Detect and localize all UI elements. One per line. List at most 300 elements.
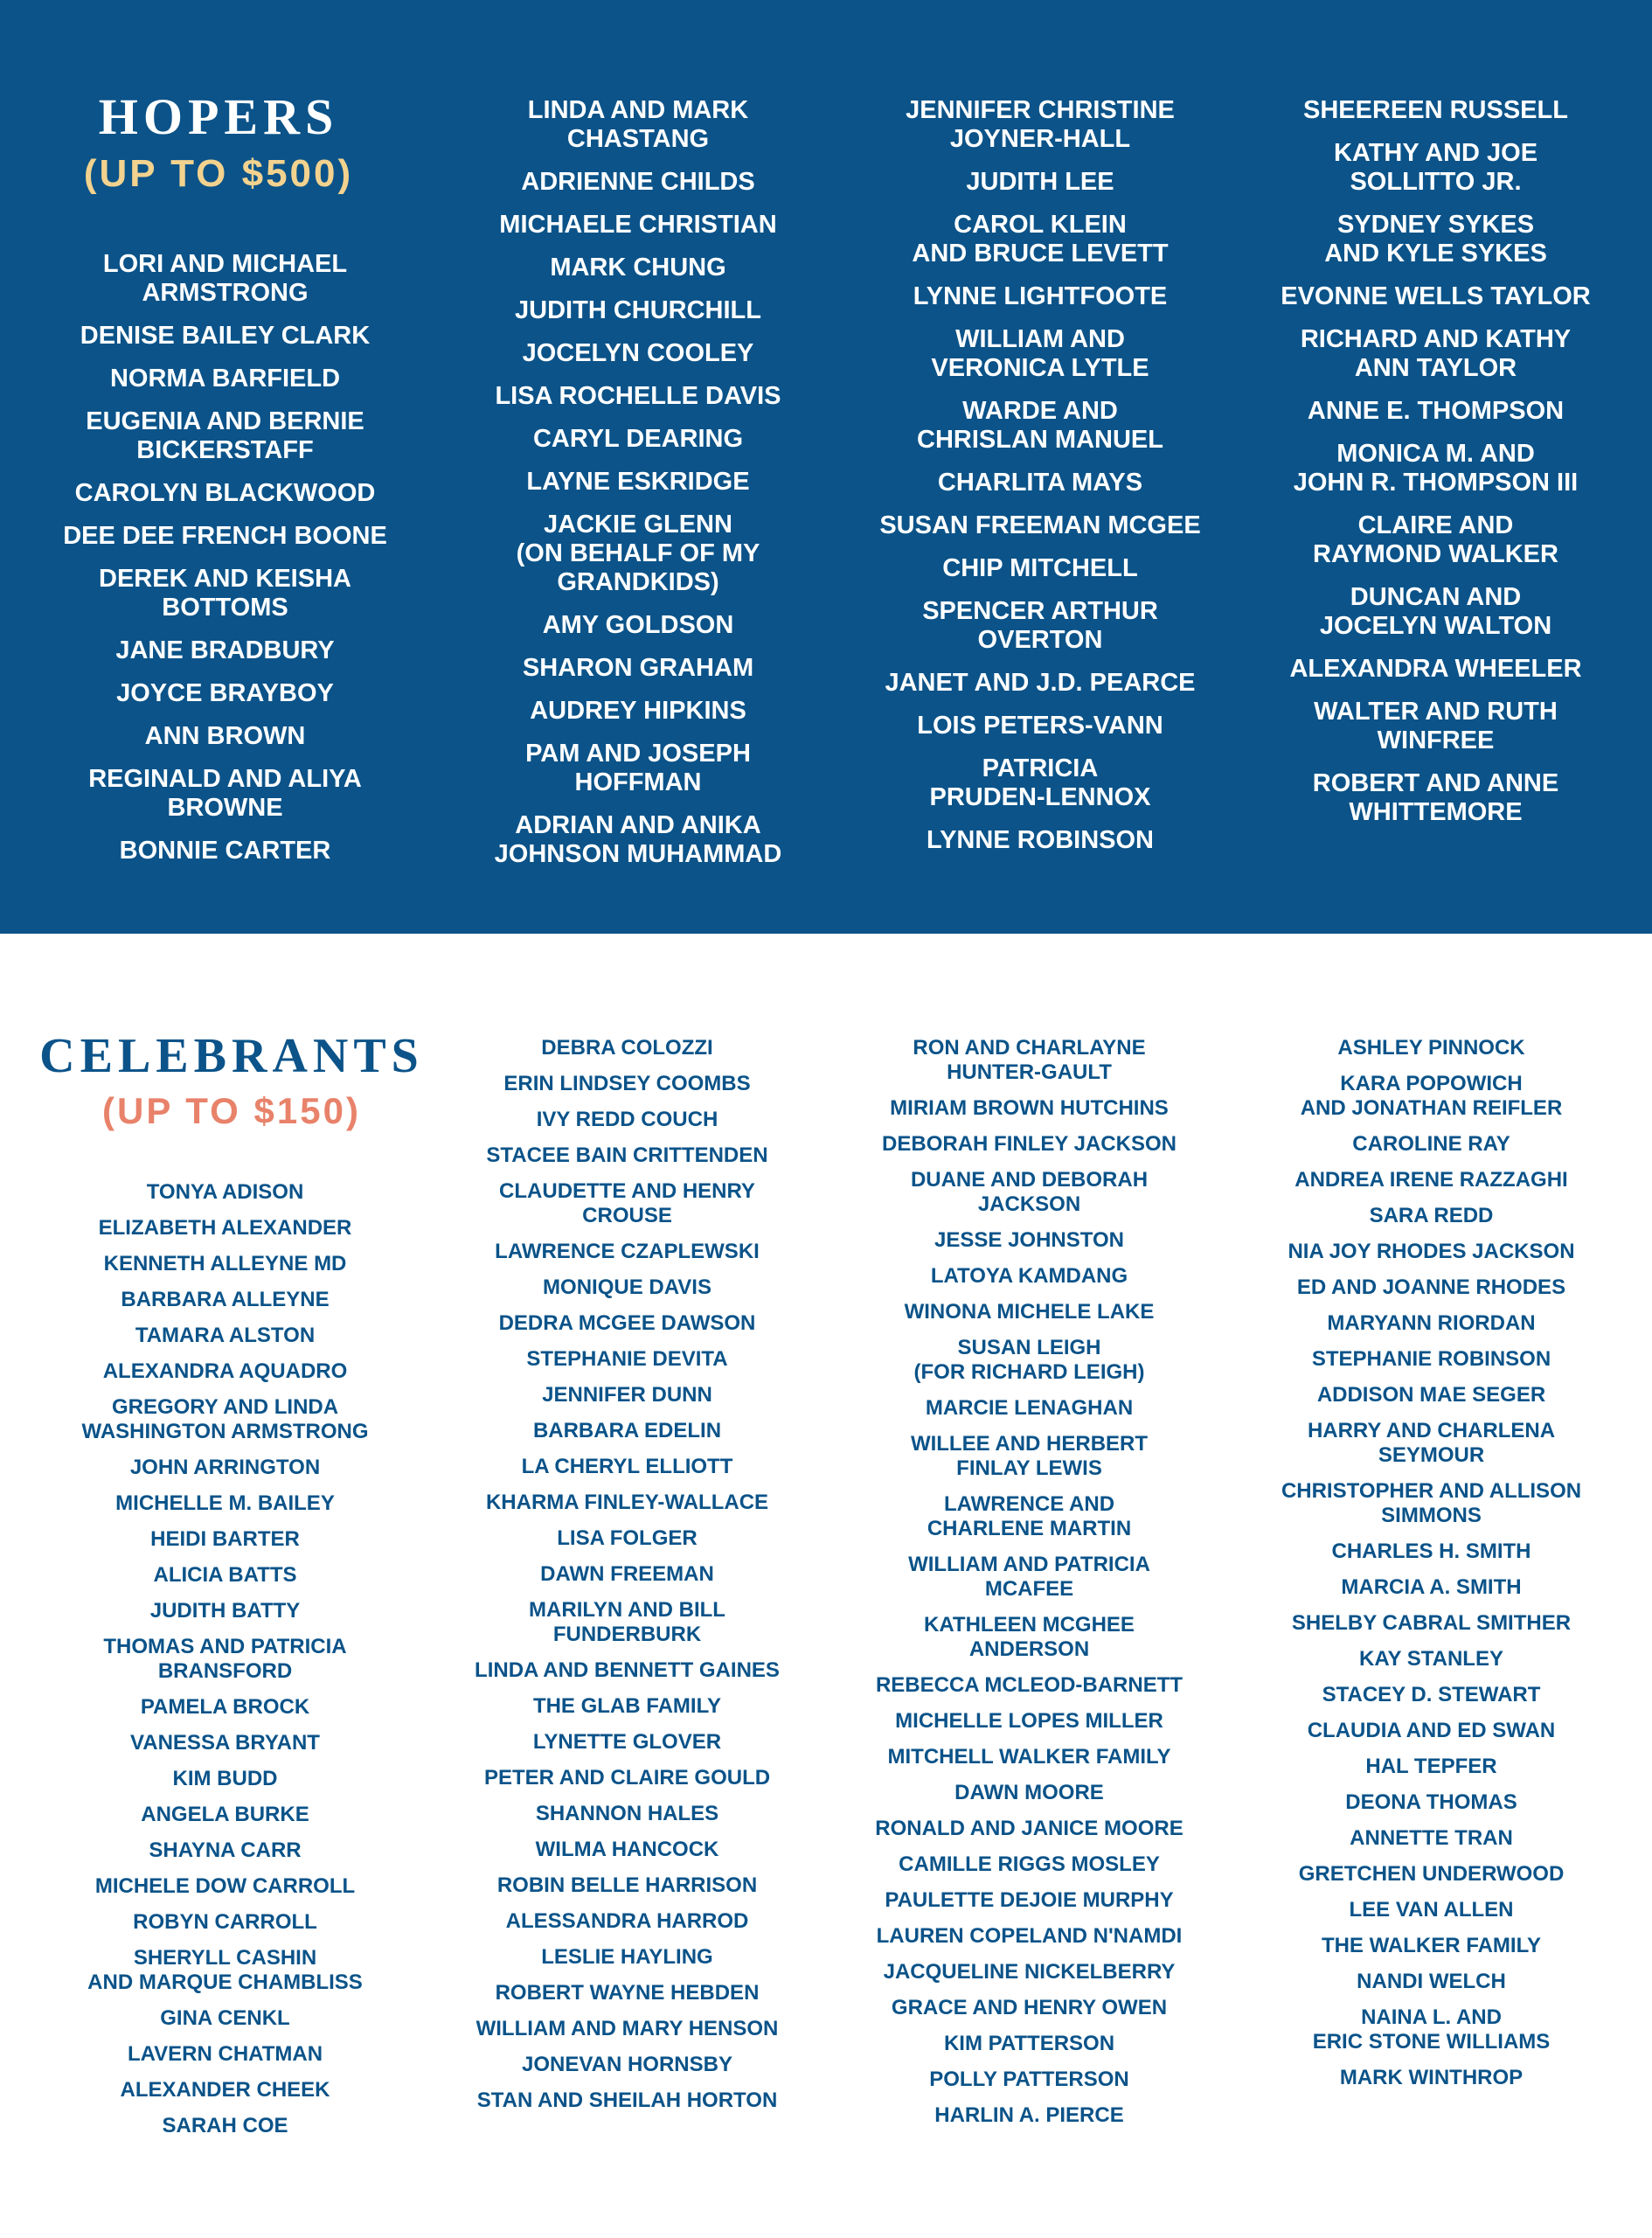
donor-entry xyxy=(459,1347,795,1372)
donor-name-line: SYDNEY SYKES xyxy=(1336,211,1535,239)
donor-entry xyxy=(35,565,415,622)
donor-entry xyxy=(459,1383,795,1407)
donor-entry xyxy=(455,740,822,797)
donor-entry xyxy=(35,522,415,551)
donor-name-line: WASHINGTON ARMSTRONG xyxy=(81,1420,369,1443)
donor-name-line: CHARLITA MAYS xyxy=(937,469,1143,497)
donor-entry xyxy=(459,1694,795,1719)
donor-name-line: STEPHANIE ROBINSON xyxy=(1311,1347,1551,1371)
donor-entry xyxy=(1259,769,1613,827)
donor-name-line: LYNNE ROBINSON xyxy=(927,826,1154,854)
donor-name-line: TONYA ADISON xyxy=(146,1180,304,1204)
donor-entry xyxy=(861,469,1219,497)
hopers-heading-block xyxy=(52,88,385,195)
donor-name-line: DEDRA MCGEE DAWSON xyxy=(498,1311,756,1335)
donor-name-line: JUDITH BATTY xyxy=(149,1599,301,1623)
donor-name-line: ALEXANDER CHEEK xyxy=(120,2078,330,2102)
donor-name-line: SPENCER ARTHUR xyxy=(922,597,1158,625)
donor-entry xyxy=(1254,1898,1608,1922)
donor-entry xyxy=(455,611,822,640)
donor-entry xyxy=(52,1180,398,1205)
donor-entry xyxy=(52,2006,398,2031)
donor-name-line: CAROLYN BLACKWOOD xyxy=(74,479,376,507)
donor-entry xyxy=(52,1695,398,1720)
donor-entry xyxy=(852,1168,1206,1217)
donor-name-line: ANN BROWN xyxy=(144,722,306,750)
donor-name-line: ANNE E. THOMPSON xyxy=(1307,397,1565,425)
donor-entry xyxy=(861,712,1219,740)
donor-entry xyxy=(852,1613,1206,1662)
donor-name-line: AND BRUCE LEVETT xyxy=(912,240,1169,268)
donor-entry xyxy=(459,1491,795,1515)
donor-name-line: CLAIRE AND xyxy=(1357,511,1514,539)
donor-entry xyxy=(852,1888,1206,1913)
donor-name-line: BROWNE xyxy=(167,794,283,822)
donor-entry xyxy=(1254,1383,1608,1407)
donor-name-line: SHAYNA CARR xyxy=(149,1838,302,1862)
donor-name-line: TAMARA ALSTON xyxy=(135,1324,316,1347)
donor-name-line: KENNETH ALLEYNE MD xyxy=(103,1252,347,1275)
donor-entry xyxy=(459,1311,795,1336)
donor-entry xyxy=(861,754,1219,812)
donor-name-line: CAROL KLEIN xyxy=(954,211,1127,239)
donor-name-line: SIMMONS xyxy=(1381,1504,1482,1527)
donor-entry xyxy=(459,1730,795,1755)
donor-entry xyxy=(459,1108,795,1132)
donor-entry xyxy=(1259,282,1613,311)
celebrants-column-2 xyxy=(459,1036,795,2124)
donor-entry xyxy=(52,1288,398,1312)
donor-entry xyxy=(852,1673,1206,1698)
donor-name-line: HARLIN A. PIERCE xyxy=(934,2103,1124,2127)
donor-name-line: DENISE BAILEY CLARK xyxy=(80,322,371,350)
donor-entry xyxy=(459,1598,795,1647)
donor-name-line: KIM PATTERSON xyxy=(943,2032,1115,2055)
donor-name-line: BOTTOMS xyxy=(162,594,288,622)
donor-name-line: MARCIA A. SMITH xyxy=(1341,1575,1522,1599)
donor-entry xyxy=(1254,1275,1608,1300)
donor-entry xyxy=(852,2032,1206,2056)
donor-name-line: LOIS PETERS-VANN xyxy=(917,712,1163,740)
donor-entry xyxy=(852,1996,1206,2020)
celebrants-column-1 xyxy=(52,1180,398,2150)
donor-name-line: ROBERT AND ANNE xyxy=(1312,769,1559,797)
donor-entry xyxy=(35,837,415,865)
donor-name-line: DEREK AND KEISHA xyxy=(99,565,351,593)
donor-name-line: CROUSE xyxy=(582,1204,672,1227)
donor-name-line: THE WALKER FAMILY xyxy=(1321,1934,1542,1957)
donor-entry xyxy=(1259,511,1613,569)
donor-name-line: ADRIENNE CHILDS xyxy=(521,168,755,196)
donor-name-line: NAINA L. AND xyxy=(1361,2005,1502,2029)
donor-entry xyxy=(35,365,415,393)
donor-name-line: HOFFMAN xyxy=(574,768,702,796)
donor-name-line: (ON BEHALF OF MY xyxy=(516,539,760,567)
donor-entry xyxy=(852,1852,1206,1877)
donor-name-line: ALICIA BATTS xyxy=(153,1563,297,1587)
donor-name-line: CHRISLAN MANUEL xyxy=(917,426,1163,454)
donor-name-line: KIM BUDD xyxy=(172,1767,278,1790)
donor-name-line: BARBARA EDELIN xyxy=(532,1419,722,1442)
donor-name-line: ADRIAN AND ANIKA xyxy=(515,811,761,839)
donor-name-line: LAWRENCE CZAPLEWSKI xyxy=(495,1240,760,1263)
donor-name-line: DEBRA COLOZZI xyxy=(541,1036,713,1060)
donor-entry xyxy=(852,1709,1206,1734)
donor-name-line: BARBARA ALLEYNE xyxy=(121,1288,330,1311)
donor-name-line: SHELBY CABRAL SMITHER xyxy=(1291,1611,1572,1635)
celebrants-column-3 xyxy=(852,1036,1206,2139)
donor-name-line: JUDITH LEE xyxy=(966,168,1114,196)
donor-name-line: CAROLINE RAY xyxy=(1352,1132,1510,1156)
donor-entry xyxy=(52,1599,398,1623)
donor-entry xyxy=(852,1132,1206,1157)
donor-entry xyxy=(52,1252,398,1276)
donor-name-line: ADDISON MAE SEGER xyxy=(1316,1383,1546,1407)
donor-name-line: JOHN ARRINGTON xyxy=(129,1456,321,1479)
donor-name-line: ELIZABETH ALEXANDER xyxy=(98,1216,352,1240)
celebrants-column-4 xyxy=(1254,1036,1608,2102)
donor-name-line: JOHNSON MUHAMMAD xyxy=(494,840,782,868)
donor-entry xyxy=(852,1336,1206,1385)
donor-entry xyxy=(52,1359,398,1384)
donor-name-line: BRANSFORD xyxy=(157,1659,293,1683)
donor-entry xyxy=(459,1873,795,1898)
donor-entry xyxy=(852,1492,1206,1541)
donor-name-line: SHERYLL CASHIN xyxy=(133,1946,317,1970)
donor-name-line: EVONNE WELLS TAYLOR xyxy=(1281,282,1591,310)
donor-name-line: CLAUDETTE AND HENRY xyxy=(499,1179,755,1203)
donor-entry xyxy=(455,211,822,240)
donor-name-line: FUNDERBURK xyxy=(552,1623,702,1646)
donor-name-line: AND JONATHAN REIFLER xyxy=(1300,1096,1563,1120)
donor-entry xyxy=(861,96,1219,154)
donor-entry xyxy=(52,2114,398,2138)
donor-name-line: POLLY PATTERSON xyxy=(929,2068,1129,2091)
donor-entry xyxy=(455,468,822,497)
donor-name-line: STACEY D. STEWART xyxy=(1322,1683,1541,1706)
donor-entry xyxy=(852,1300,1206,1324)
donor-name-line: LAVERN CHATMAN xyxy=(127,2042,323,2066)
donor-entry xyxy=(861,282,1219,311)
donor-name-line: MARK WINTHROP xyxy=(1339,2066,1524,2089)
donor-name-line: REGINALD AND ALIYA xyxy=(88,765,362,793)
donor-entry xyxy=(52,1395,398,1444)
donor-entry xyxy=(1259,655,1613,684)
donor-name-line: THOMAS AND PATRICIA xyxy=(103,1635,347,1658)
donor-entry xyxy=(1254,2066,1608,2090)
donor-entry xyxy=(1254,1168,1608,1192)
donor-entry xyxy=(459,1766,795,1790)
celebrants-panel xyxy=(0,934,1652,2238)
donor-entry xyxy=(1254,1755,1608,1779)
donor-name-line: JANET AND J.D. PEARCE xyxy=(885,669,1196,697)
donor-entry xyxy=(35,407,415,465)
donor-entry xyxy=(52,1216,398,1241)
donor-name-line: DEBORAH FINLEY JACKSON xyxy=(882,1132,1177,1156)
donor-entry xyxy=(852,2103,1206,2128)
donor-entry xyxy=(1254,1611,1608,1636)
donor-entry xyxy=(852,1553,1206,1602)
hopers-heading: HOPERS xyxy=(98,88,339,145)
donor-entry xyxy=(1254,1204,1608,1228)
donor-entry xyxy=(852,1396,1206,1421)
donor-name-line: SHEEREEN RUSSELL xyxy=(1303,96,1568,124)
donor-entry xyxy=(459,1838,795,1862)
donor-name-line: ROBIN BELLE HARRISON xyxy=(496,1873,758,1897)
donor-entry xyxy=(1254,1575,1608,1600)
donor-name-line: WILLEE AND HERBERT xyxy=(910,1432,1149,1456)
donor-name-line: CHIP MITCHELL xyxy=(942,554,1138,582)
hopers-column-3 xyxy=(861,96,1219,869)
donor-name-line: AND KYLE SYKES xyxy=(1324,240,1547,268)
donor-name-line: RAYMOND WALKER xyxy=(1313,540,1558,568)
donor-name-line: STAN AND SHEILAH HORTON xyxy=(476,2089,778,2112)
donor-name-line: ALESSANDRA HARROD xyxy=(505,1909,749,1933)
donor-name-line: REBECCA MCLEOD-BARNETT xyxy=(875,1673,1183,1697)
donor-entry xyxy=(52,2042,398,2067)
donor-name-line: LAYNE ESKRIDGE xyxy=(526,468,750,496)
donor-entry xyxy=(459,1419,795,1443)
donor-name-line: WINFREE xyxy=(1377,726,1495,754)
donor-name-line: AUDREY HIPKINS xyxy=(530,697,746,725)
donor-entry xyxy=(1254,1036,1608,1060)
donor-name-line: SUSAN LEIGH xyxy=(957,1336,1101,1359)
donor-name-line: SARA REDD xyxy=(1369,1204,1494,1227)
donor-name-line: MARK CHUNG xyxy=(550,254,726,281)
donor-entry xyxy=(455,168,822,197)
donor-name-line: KATHY AND JOE xyxy=(1333,139,1538,167)
donor-name-line: STACEE BAIN CRITTENDEN xyxy=(486,1143,768,1167)
donor-name-line: MICHAELE CHRISTIAN xyxy=(499,211,777,239)
donor-name-line: JOCELYN COOLEY xyxy=(522,339,754,367)
hopers-panel xyxy=(0,0,1652,934)
donor-name-line: ANGELA BURKE xyxy=(141,1803,309,1826)
donor-entry xyxy=(1254,1479,1608,1528)
donor-entry xyxy=(852,1036,1206,1085)
donor-name-line: ALEXANDRA WHEELER xyxy=(1289,655,1582,683)
hopers-column-4 xyxy=(1259,96,1613,841)
donor-entry xyxy=(459,1179,795,1228)
donor-entry xyxy=(852,1432,1206,1481)
donor-entry xyxy=(1254,1683,1608,1707)
donor-entry xyxy=(1254,1419,1608,1468)
donor-name-line: (FOR RICHARD LEIGH) xyxy=(913,1360,1145,1384)
celebrants-heading-block xyxy=(39,1029,424,1131)
donor-entry xyxy=(455,425,822,454)
donor-name-line: THE GLAB FAMILY xyxy=(532,1694,722,1718)
donor-entry xyxy=(459,1802,795,1826)
donor-entry xyxy=(459,2017,795,2041)
donor-entry xyxy=(459,1945,795,1970)
donor-entry xyxy=(861,826,1219,855)
donor-name-line: DEE DEE FRENCH BOONE xyxy=(63,522,387,550)
donor-entry xyxy=(52,1563,398,1588)
donor-name-line: JACKIE GLENN xyxy=(544,511,732,539)
donor-name-line: WILLIAM AND MARY HENSON xyxy=(475,2017,779,2040)
donor-name-line: LAUREN COPELAND N'NAMDI xyxy=(876,1924,1183,1948)
donor-entry xyxy=(455,254,822,282)
donor-name-line: CHARLES H. SMITH xyxy=(1331,1539,1531,1563)
donor-name-line: MICHELLE LOPES MILLER xyxy=(895,1709,1163,1733)
donor-entry xyxy=(852,1745,1206,1769)
donor-name-line: WILLIAM AND PATRICIA xyxy=(908,1553,1150,1576)
donor-entry xyxy=(455,339,822,368)
donor-name-line: MARILYN AND BILL xyxy=(529,1598,725,1622)
donor-entry xyxy=(852,1228,1206,1253)
donor-entry xyxy=(1259,96,1613,125)
donor-name-line: AND MARQUE CHAMBLISS xyxy=(87,1970,363,1994)
donor-name-line: ARMSTRONG xyxy=(142,279,309,307)
hopers-column-2 xyxy=(455,96,822,883)
donor-name-line: MITCHELL WALKER FAMILY xyxy=(887,1745,1171,1769)
donor-name-line: JESSE JOHNSTON xyxy=(934,1228,1124,1252)
donor-name-line: EUGENIA AND BERNIE xyxy=(86,407,364,435)
donor-name-line: VANESSA BRYANT xyxy=(130,1731,320,1755)
donor-entry xyxy=(1259,698,1613,755)
donor-entry xyxy=(459,1562,795,1587)
donor-name-line: LATOYA KAMDANG xyxy=(930,1264,1128,1288)
donor-name-line: KARA POPOWICH xyxy=(1340,1072,1523,1095)
donor-name-line: HEIDI BARTER xyxy=(150,1527,300,1551)
donor-name-line: IVY REDD COUCH xyxy=(536,1108,718,1131)
donor-name-line: LAWRENCE AND xyxy=(943,1492,1115,1516)
donor-entry xyxy=(1254,1862,1608,1887)
donor-name-line: JANE BRADBURY xyxy=(115,636,335,664)
donor-name-line: CAMILLE RIGGS MOSLEY xyxy=(899,1852,1160,1876)
celebrants-heading: CELEBRANTS xyxy=(39,1029,424,1083)
donor-entry xyxy=(861,597,1219,655)
donor-name-line: AMY GOLDSON xyxy=(542,611,734,639)
donor-name-line: MCAFEE xyxy=(984,1577,1074,1601)
donor-entry xyxy=(459,1909,795,1934)
donor-entry xyxy=(52,2078,398,2102)
donor-entry xyxy=(1254,1311,1608,1336)
donor-name-line: LYNNE LIGHTFOOTE xyxy=(913,282,1168,310)
donor-name-line: ANN TAYLOR xyxy=(1354,354,1517,382)
donor-entry xyxy=(852,1960,1206,1984)
donor-name-line: MARYANN RIORDAN xyxy=(1327,1311,1536,1335)
donor-name-line: GREGORY AND LINDA xyxy=(111,1395,339,1419)
donor-name-line: JOYCE BRAYBOY xyxy=(116,679,334,707)
donor-entry xyxy=(52,1324,398,1348)
donor-name-line: ALEXANDRA AQUADRO xyxy=(102,1359,348,1383)
donor-entry xyxy=(1254,1934,1608,1958)
donor-name-line: BICKERSTAFF xyxy=(136,436,314,464)
donor-entry xyxy=(1254,2005,1608,2054)
donor-entry xyxy=(861,325,1219,383)
donor-entry xyxy=(52,1527,398,1552)
donor-name-line: LESLIE HAYLING xyxy=(541,1945,713,1969)
donor-entry xyxy=(1259,583,1613,641)
donor-entry xyxy=(1254,1240,1608,1264)
donor-name-line: KAY STANLEY xyxy=(1359,1647,1503,1671)
donor-entry xyxy=(35,679,415,708)
donor-name-line: FINLAY LEWIS xyxy=(956,1456,1102,1480)
donor-entry xyxy=(1254,1132,1608,1157)
donor-entry xyxy=(35,322,415,351)
donor-name-line: WILMA HANCOCK xyxy=(535,1838,719,1861)
donor-entry xyxy=(861,168,1219,197)
donor-name-line: PETER AND CLAIRE GOULD xyxy=(483,1766,771,1790)
donor-name-line: LISA FOLGER xyxy=(557,1526,698,1550)
donor-name-line: DUANE AND DEBORAH xyxy=(910,1168,1149,1192)
donor-name-line: MARCIE LENAGHAN xyxy=(925,1396,1134,1420)
donor-entry xyxy=(861,211,1219,268)
donor-name-line: CHRISTOPHER AND ALLISON xyxy=(1281,1479,1582,1503)
donor-entry xyxy=(52,1946,398,1995)
donor-entry xyxy=(1254,1826,1608,1851)
donor-name-line: SOLLITTO JR. xyxy=(1350,168,1522,196)
donor-entry xyxy=(52,1456,398,1480)
donor-name-line: ANDREA IRENE RAZZAGHI xyxy=(1295,1168,1568,1192)
donor-name-line: JENNIFER DUNN xyxy=(542,1383,712,1407)
donor-entry xyxy=(459,1658,795,1683)
donor-name-line: BONNIE CARTER xyxy=(119,837,331,865)
donor-name-line: GRACE AND HENRY OWEN xyxy=(891,1996,1168,2019)
donor-name-line: WALTER AND RUTH xyxy=(1314,698,1558,726)
donor-entry xyxy=(455,296,822,325)
donor-name-line: DAWN FREEMAN xyxy=(540,1562,714,1586)
donor-name-line: NIA JOY RHODES JACKSON xyxy=(1288,1240,1575,1263)
donor-entry xyxy=(52,1491,398,1516)
donor-name-line: JONEVAN HORNSBY xyxy=(522,2053,732,2076)
donor-entry xyxy=(52,1838,398,1863)
donor-entry xyxy=(459,1275,795,1300)
donor-entry xyxy=(35,479,415,508)
donor-name-line: CARYL DEARING xyxy=(532,425,744,453)
donor-name-line: SUSAN FREEMAN MCGEE xyxy=(879,511,1201,539)
donor-name-line: WHITTEMORE xyxy=(1349,798,1523,826)
donor-name-line: LA CHERYL ELLIOTT xyxy=(521,1455,733,1478)
donor-entry xyxy=(459,2053,795,2077)
donor-entry xyxy=(1254,1539,1608,1564)
donor-entry xyxy=(1259,211,1613,268)
donor-name-line: NORMA BARFIELD xyxy=(109,365,341,393)
donor-entry xyxy=(459,2089,795,2113)
donor-name-line: ANDERSON xyxy=(968,1637,1090,1661)
donor-entry xyxy=(861,397,1219,455)
donor-name-line: ERIN LINDSEY COOMBS xyxy=(503,1072,751,1095)
hopers-range: (UP TO $500) xyxy=(83,152,354,195)
donor-name-line: MONIQUE DAVIS xyxy=(543,1275,711,1299)
donor-name-line: ROBERT WAYNE HEBDEN xyxy=(495,1981,760,2005)
donor-entry xyxy=(1259,397,1613,426)
donor-entry xyxy=(52,1731,398,1755)
donor-name-line: PATRICIA xyxy=(982,754,1099,782)
donor-name-line: MONICA M. AND xyxy=(1336,440,1535,468)
donor-name-line: MIRIAM BROWN HUTCHINS xyxy=(890,1096,1169,1120)
donor-name-line: CHASTANG xyxy=(566,125,710,153)
donor-entry xyxy=(52,1767,398,1791)
donor-name-line: ERIC STONE WILLIAMS xyxy=(1312,2030,1551,2054)
donor-entry xyxy=(52,1635,398,1684)
donor-entry xyxy=(459,1036,795,1060)
donor-entry xyxy=(455,96,822,154)
donor-name-line: PAMELA BROCK xyxy=(140,1695,310,1719)
donor-name-line: ROBYN CARROLL xyxy=(133,1910,317,1934)
donor-name-line: SHARON GRAHAM xyxy=(522,654,754,682)
donor-entry xyxy=(1259,139,1613,197)
donor-name-line: OVERTON xyxy=(977,626,1103,654)
donor-entry xyxy=(1259,440,1613,497)
donor-entry xyxy=(35,722,415,751)
donor-entry xyxy=(1254,1970,1608,1994)
donor-entry xyxy=(459,1981,795,2005)
donor-entry xyxy=(1254,1790,1608,1815)
donor-entry xyxy=(52,1803,398,1827)
donor-name-line: JACQUELINE NICKELBERRY xyxy=(883,1960,1176,1984)
donor-name-line: CLAUDIA AND ED SWAN xyxy=(1307,1719,1556,1742)
